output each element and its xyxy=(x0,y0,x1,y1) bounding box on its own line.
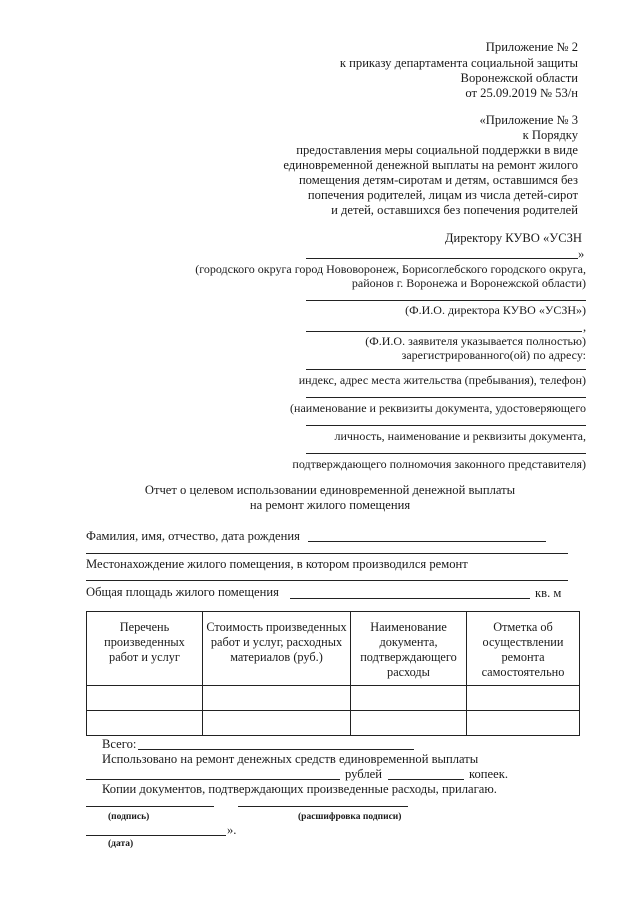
date-field[interactable] xyxy=(86,835,226,836)
column-header-works: Перечень произведенных работ и услуг xyxy=(87,612,203,686)
table-cell[interactable] xyxy=(351,711,467,736)
fio-field[interactable] xyxy=(308,541,546,542)
appendix-order-line: попечения родителей, лицам из числа детей-сирот xyxy=(307,188,578,202)
appendix-order-ref: к приказу департамента социальной защиты xyxy=(339,56,578,70)
director-blank-line[interactable] xyxy=(306,300,586,301)
column-header-document: Наименование документа, подтверждающего расходы xyxy=(351,612,467,686)
table-header-row xyxy=(87,612,580,686)
location-field[interactable] xyxy=(86,580,568,581)
kopecks-field[interactable] xyxy=(388,779,464,780)
address-blank-line[interactable] xyxy=(306,369,586,370)
area-field[interactable] xyxy=(290,598,530,599)
fio-field-continuation[interactable] xyxy=(86,553,568,554)
applicant-blank-line[interactable] xyxy=(306,331,582,332)
column-header-self-repair: Отметка об осуществлении ремонта самостоятельно xyxy=(467,612,580,686)
table-cell[interactable] xyxy=(203,711,351,736)
total-field[interactable] xyxy=(138,749,414,750)
table-cell[interactable] xyxy=(203,686,351,711)
copies-text: Копии документов, подтверждающих произведенные расходы, прилагаю. xyxy=(102,782,497,796)
signature-field[interactable] xyxy=(86,806,214,807)
appendix-order-line: «Приложение № 3 xyxy=(479,113,578,127)
comma: , xyxy=(583,320,587,334)
appendix-order-line: единовременной денежной выплаты на ремонт жилого xyxy=(283,158,578,172)
appendix-order-line: предоставления меры социальной поддержки в виде xyxy=(296,143,578,157)
column-header-cost: Стоимость произведенных работ и услуг, расходных материалов (руб.) xyxy=(203,612,351,686)
table-row xyxy=(87,711,580,736)
appendix-order-line: и детей, оставшихся без попечения родителей xyxy=(331,203,578,217)
signature-decode-field[interactable] xyxy=(238,806,408,807)
area-unit: кв. м xyxy=(535,586,562,600)
addressee-title: Директору КУВО «УСЗН xyxy=(444,231,582,245)
used-text: Использовано на ремонт денежных средств единовременной выплаты xyxy=(102,752,479,766)
address-hint: индекс, адрес места жительства (пребывания), телефон) xyxy=(298,373,586,387)
director-hint: (Ф.И.О. директора КУВО «УСЗН») xyxy=(405,303,586,317)
close-quote: » xyxy=(578,247,585,261)
signature-decode-hint: (расшифровка подписи) xyxy=(298,812,402,822)
document-blank-line[interactable] xyxy=(306,397,586,398)
appendix-region: Воронежской области xyxy=(460,71,578,85)
report-title-line: Отчет о целевом использовании единовременной денежной выплаты xyxy=(144,483,516,497)
location-label: Местонахождение жилого помещения, в котором производился ремонт xyxy=(86,557,468,571)
area-label: Общая площадь жилого помещения xyxy=(86,585,279,599)
date-close: ». xyxy=(227,823,237,837)
representative-hint: подтверждающего полномочия законного представителя) xyxy=(292,457,586,471)
appendix-date: от 25.09.2019 № 53/н xyxy=(465,86,578,100)
signature-hint: (подпись) xyxy=(108,812,150,822)
table-cell[interactable] xyxy=(87,686,203,711)
document-hint: личность, наименование и реквизиты документа, xyxy=(334,429,586,443)
district-hint: (городского округа город Нововоронеж, Борисоглебского городского округа, xyxy=(195,262,586,276)
table-row xyxy=(87,686,580,711)
district-hint: районов г. Воронежа и Воронежской области) xyxy=(351,276,586,290)
district-blank-line[interactable] xyxy=(306,258,578,259)
date-hint: (дата) xyxy=(108,839,134,849)
table-cell[interactable] xyxy=(351,686,467,711)
expenses-table xyxy=(86,611,580,736)
applicant-hint: (Ф.И.О. заявителя указывается полностью) xyxy=(365,334,586,348)
fio-label: Фамилия, имя, отчество, дата рождения xyxy=(86,529,300,543)
rubles-label: рублей xyxy=(345,767,382,781)
table-cell[interactable] xyxy=(87,711,203,736)
document-hint: (наименование и реквизиты документа, удостоверяющего xyxy=(290,401,586,415)
appendix-order-line: помещения детям-сиротам и детям, оставшимся без xyxy=(298,173,578,187)
table-cell[interactable] xyxy=(467,711,580,736)
document-blank-line[interactable] xyxy=(306,425,586,426)
registered-hint: зарегистрированного(ой) по адресу: xyxy=(401,348,586,362)
appendix-order-line: к Порядку xyxy=(522,128,578,142)
kopecks-label: копеек. xyxy=(469,767,508,781)
report-title-line: на ремонт жилого помещения xyxy=(249,498,411,512)
total-label: Всего: xyxy=(102,737,137,751)
table-cell[interactable] xyxy=(467,686,580,711)
representative-blank-line[interactable] xyxy=(306,453,586,454)
appendix-number: Приложение № 2 xyxy=(485,40,578,54)
rubles-field[interactable] xyxy=(86,779,340,780)
